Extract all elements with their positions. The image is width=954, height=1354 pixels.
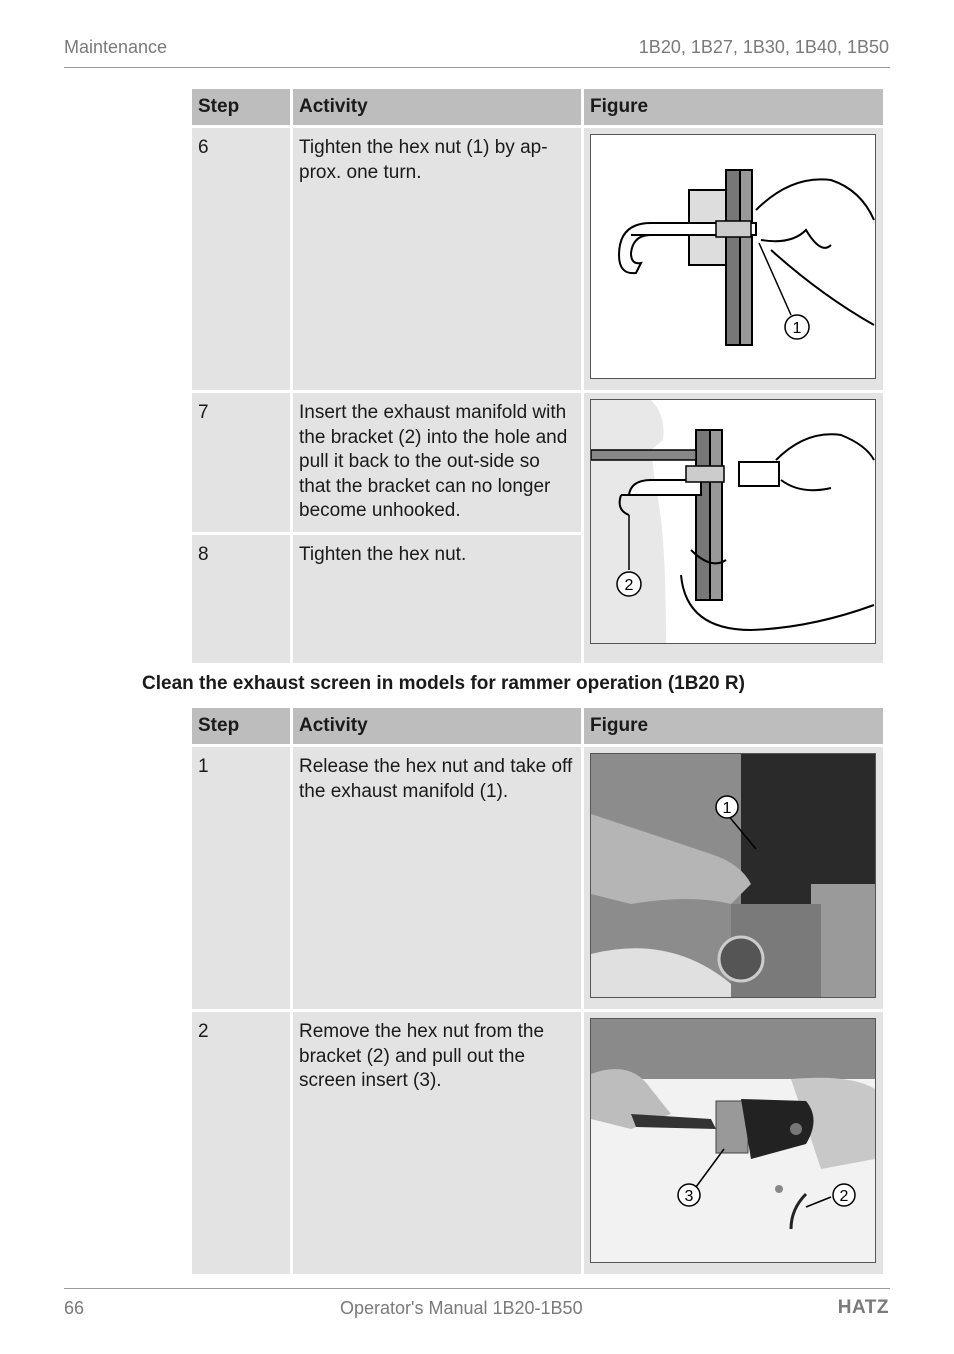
step-activity: Remove the hex nut from the bracket (2) and pull out the screen insert (3). (293, 1012, 581, 1274)
table-row (192, 747, 883, 1009)
step-activity: Insert the exhaust manifold with the bracket (2) into the hole and pull it back to the out-side so that the bracket can no longer become unhooked. (293, 393, 581, 532)
callout-label: 3 (684, 1188, 694, 1205)
table-header-row (192, 89, 883, 125)
header-models: 1B20, 1B27, 1B30, 1B40, 1B50 (638, 37, 889, 57)
column-header-step: Step (192, 89, 290, 125)
table-header-row (192, 708, 883, 744)
callout-label: 1 (722, 800, 732, 817)
header-section: Maintenance (64, 37, 168, 57)
figure-insert-manifold (590, 399, 876, 644)
step-number: 8 (192, 535, 290, 663)
callout-label: 2 (839, 1188, 849, 1205)
illustration-nut-wrench (591, 135, 875, 378)
figure-cell (584, 128, 883, 390)
page-number: 66 (64, 1298, 85, 1318)
figure-cell (584, 747, 883, 1009)
procedure-table-1 (189, 86, 886, 666)
figure-cell (584, 1012, 883, 1274)
step-number: 7 (192, 393, 290, 532)
step-number: 2 (192, 1012, 290, 1274)
photo-remove-manifold (590, 753, 876, 998)
callout-label: 2 (624, 577, 634, 594)
column-header-step: Step (192, 708, 290, 744)
step-activity: Tighten the hex nut. (293, 535, 581, 663)
photo-placeholder-engine (591, 754, 875, 997)
manual-title: Operator's Manual 1B20-1B50 (340, 1298, 583, 1318)
table-row (192, 393, 883, 532)
column-header-activity: Activity (293, 708, 581, 744)
header-divider (64, 67, 890, 68)
procedure-table-2 (189, 705, 886, 1277)
step-activity: Release the hex nut and take off the exhaust manifold (1). (293, 747, 581, 1009)
figure-cell (584, 393, 883, 663)
column-header-figure: Figure (584, 708, 883, 744)
callout-label: 1 (792, 320, 802, 337)
column-header-figure: Figure (584, 89, 883, 125)
section-title: Clean the exhaust screen in models for rammer operation (1B20 R) (142, 673, 745, 694)
step-number: 6 (192, 128, 290, 390)
step-number: 1 (192, 747, 290, 1009)
illustration-manifold-bracket (591, 400, 875, 643)
photo-remove-screen (590, 1018, 876, 1263)
photo-placeholder-screen-insert (591, 1019, 875, 1262)
column-header-activity: Activity (293, 89, 581, 125)
table-row (192, 1012, 883, 1274)
table-row (192, 128, 883, 390)
brand-logo: HATZ (837, 1297, 889, 1318)
footer-divider (64, 1288, 890, 1289)
step-activity: Tighten the hex nut (1) by ap- prox. one turn. (293, 128, 581, 390)
figure-hex-nut-tighten (590, 134, 876, 379)
